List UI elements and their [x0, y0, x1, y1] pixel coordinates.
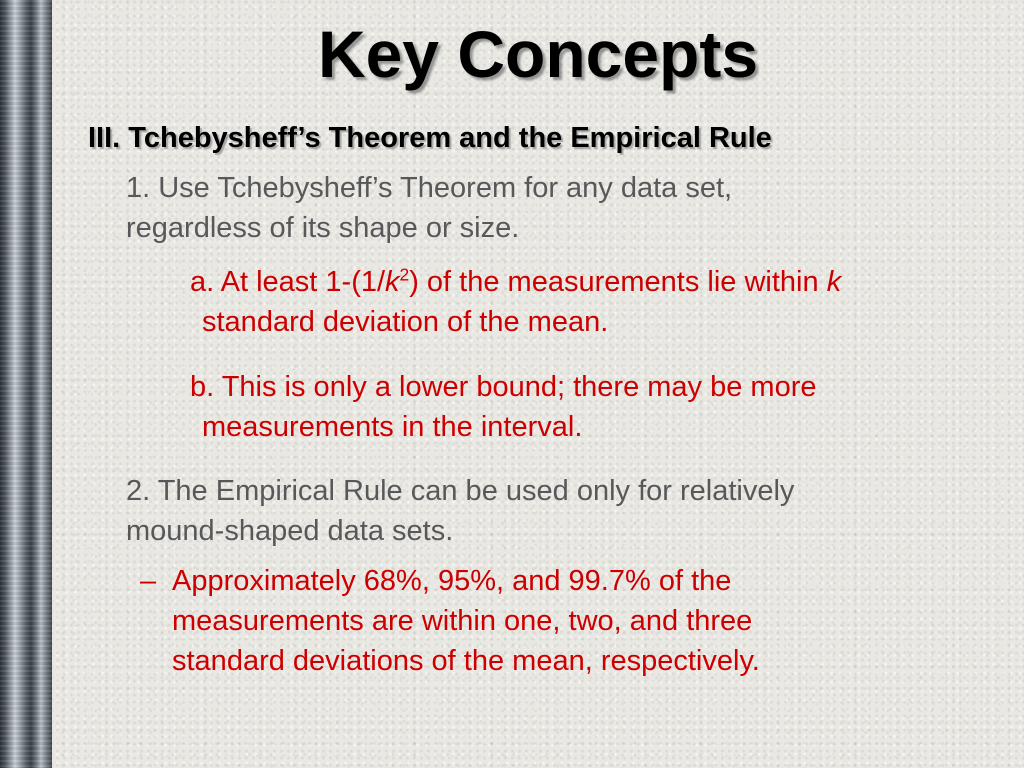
dash-item-line-2: measurements are within one, two, and three — [172, 605, 753, 637]
point-1 — [126, 168, 946, 248]
dash-item-line-1: Approximately 68%, 95%, and 99.7% of the — [172, 565, 732, 597]
point-a-k-variable-2: k — [826, 266, 842, 298]
slide-title: Key Concepts — [317, 17, 759, 91]
point-2-line-1: 2. The Empirical Rule can be used only for relatively — [126, 475, 795, 507]
point-b — [190, 367, 990, 447]
slide-subtitle: III. Tchebysheff’s Theorem and the Empirical Rule — [88, 122, 772, 154]
point-1-line-2: regardless of its shape or size. — [126, 212, 520, 244]
point-a — [190, 262, 990, 342]
point-a-exponent: 2 — [399, 264, 410, 285]
point-2-line-2: mound-shaped data sets. — [126, 515, 454, 547]
dash-bullet: – — [140, 565, 157, 597]
point-1-line-1: 1. Use Tchebysheff’s Theorem for any data set, — [126, 172, 733, 204]
point-a-prefix: a. At least 1-(1/ — [190, 266, 386, 298]
point-a-middle: ) of the measurements lie within — [409, 266, 827, 298]
decorative-left-bar — [0, 0, 52, 768]
point-b-line-1: b. This is only a lower bound; there may be more — [190, 371, 817, 403]
dash-item-line-3: standard deviations of the mean, respectively. — [172, 645, 760, 677]
point-a-k-variable: k — [385, 266, 400, 298]
dash-item-body — [172, 561, 912, 681]
point-2 — [126, 471, 946, 551]
point-a-line-1 — [190, 262, 990, 302]
point-b-line-2: measurements in the interval. — [202, 411, 583, 443]
point-a-line-2: standard deviation of the mean. — [202, 306, 609, 338]
